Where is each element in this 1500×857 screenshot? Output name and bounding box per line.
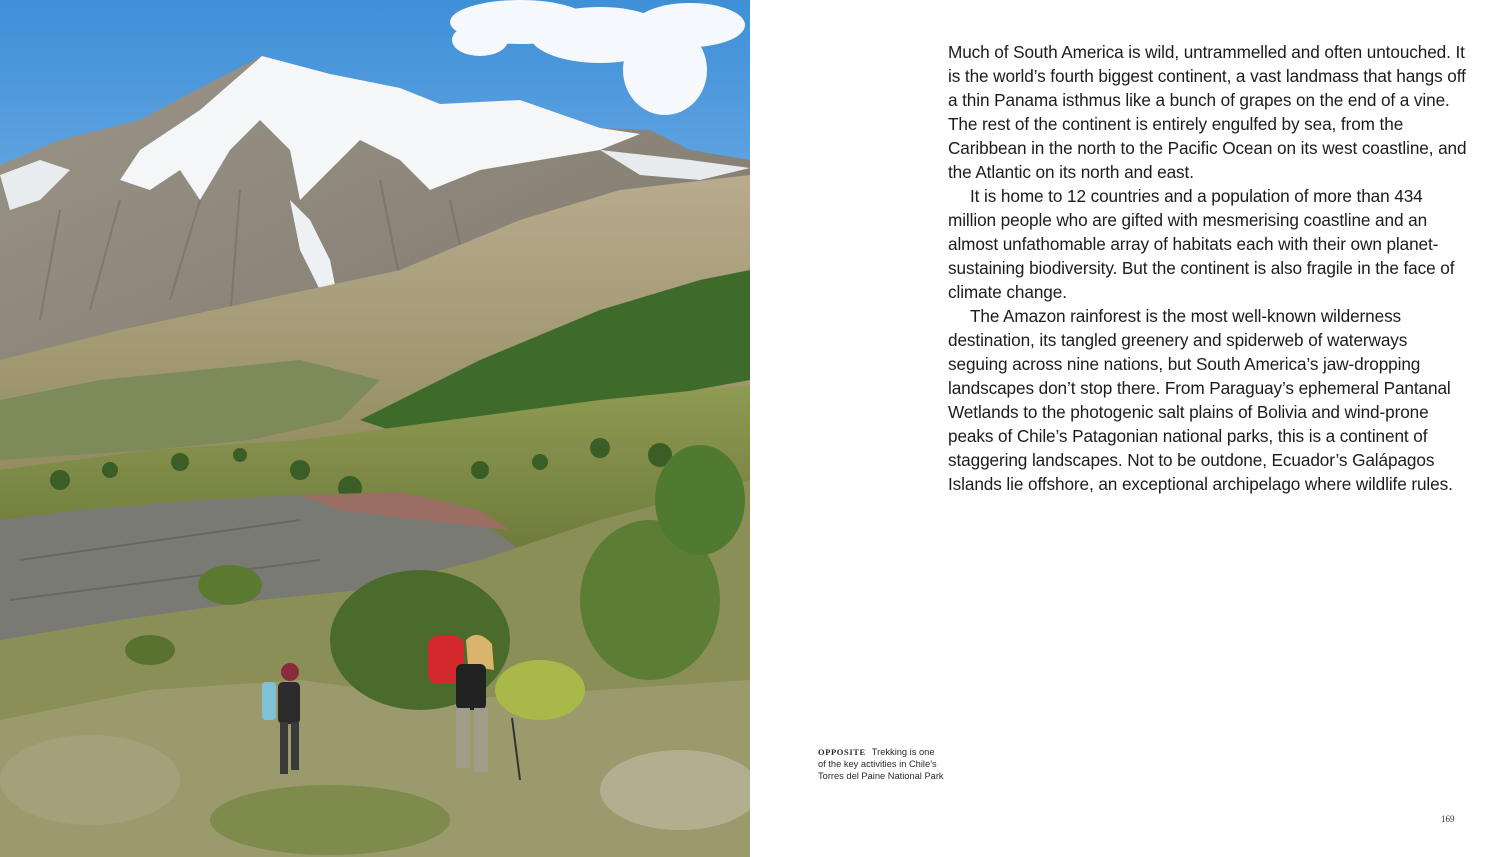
paragraph-1: Much of South America is wild, untrammelled and often untouched. It is the world’s fourth biggest continent, a vast landmass that hangs off a thin Panama isthmus like a bunch of grapes on the end of a vine. The rest of the continent is entirely engulfed by sea, from the Caribbean in the north to the Pacific Ocean on its west coastline, and the Atlantic on its north and east. [948, 42, 1467, 182]
photo-caption [818, 746, 944, 782]
paragraph-3: The Amazon rainforest is the most well-known wilderness destination, its tangled greenery and spiderweb of waterways seguing across nine nations, but South America’s jaw-dropping landscapes don’t stop there. From Paraguay’s ephemeral Pantanal Wetlands to the photogenic salt plains of Bolivia and wind-prone peaks of Chile’s Patagonian national parks, this is a continent of staggering landscapes. Not to be outdone, Ecuador’s Galápagos Islands lie offshore, an exceptional archipelago where wildlife rules. [948, 306, 1453, 494]
paragraph-2: It is home to 12 countries and a population of more than 434 million people who are gifted with mesmerising coastline and an almost unfathomable array of habitats each with their own planet-sustaining biodiversity. But the continent is also fragile in the face of climate change. [948, 186, 1455, 302]
page-number: 169 [1441, 814, 1455, 824]
caption-text: Trekking is one of the key activities in Chile’s Torres del Paine National Park [818, 747, 944, 781]
caption-label: OPPOSITE [818, 747, 866, 757]
text-page [750, 0, 1500, 857]
body-text [948, 40, 1468, 496]
